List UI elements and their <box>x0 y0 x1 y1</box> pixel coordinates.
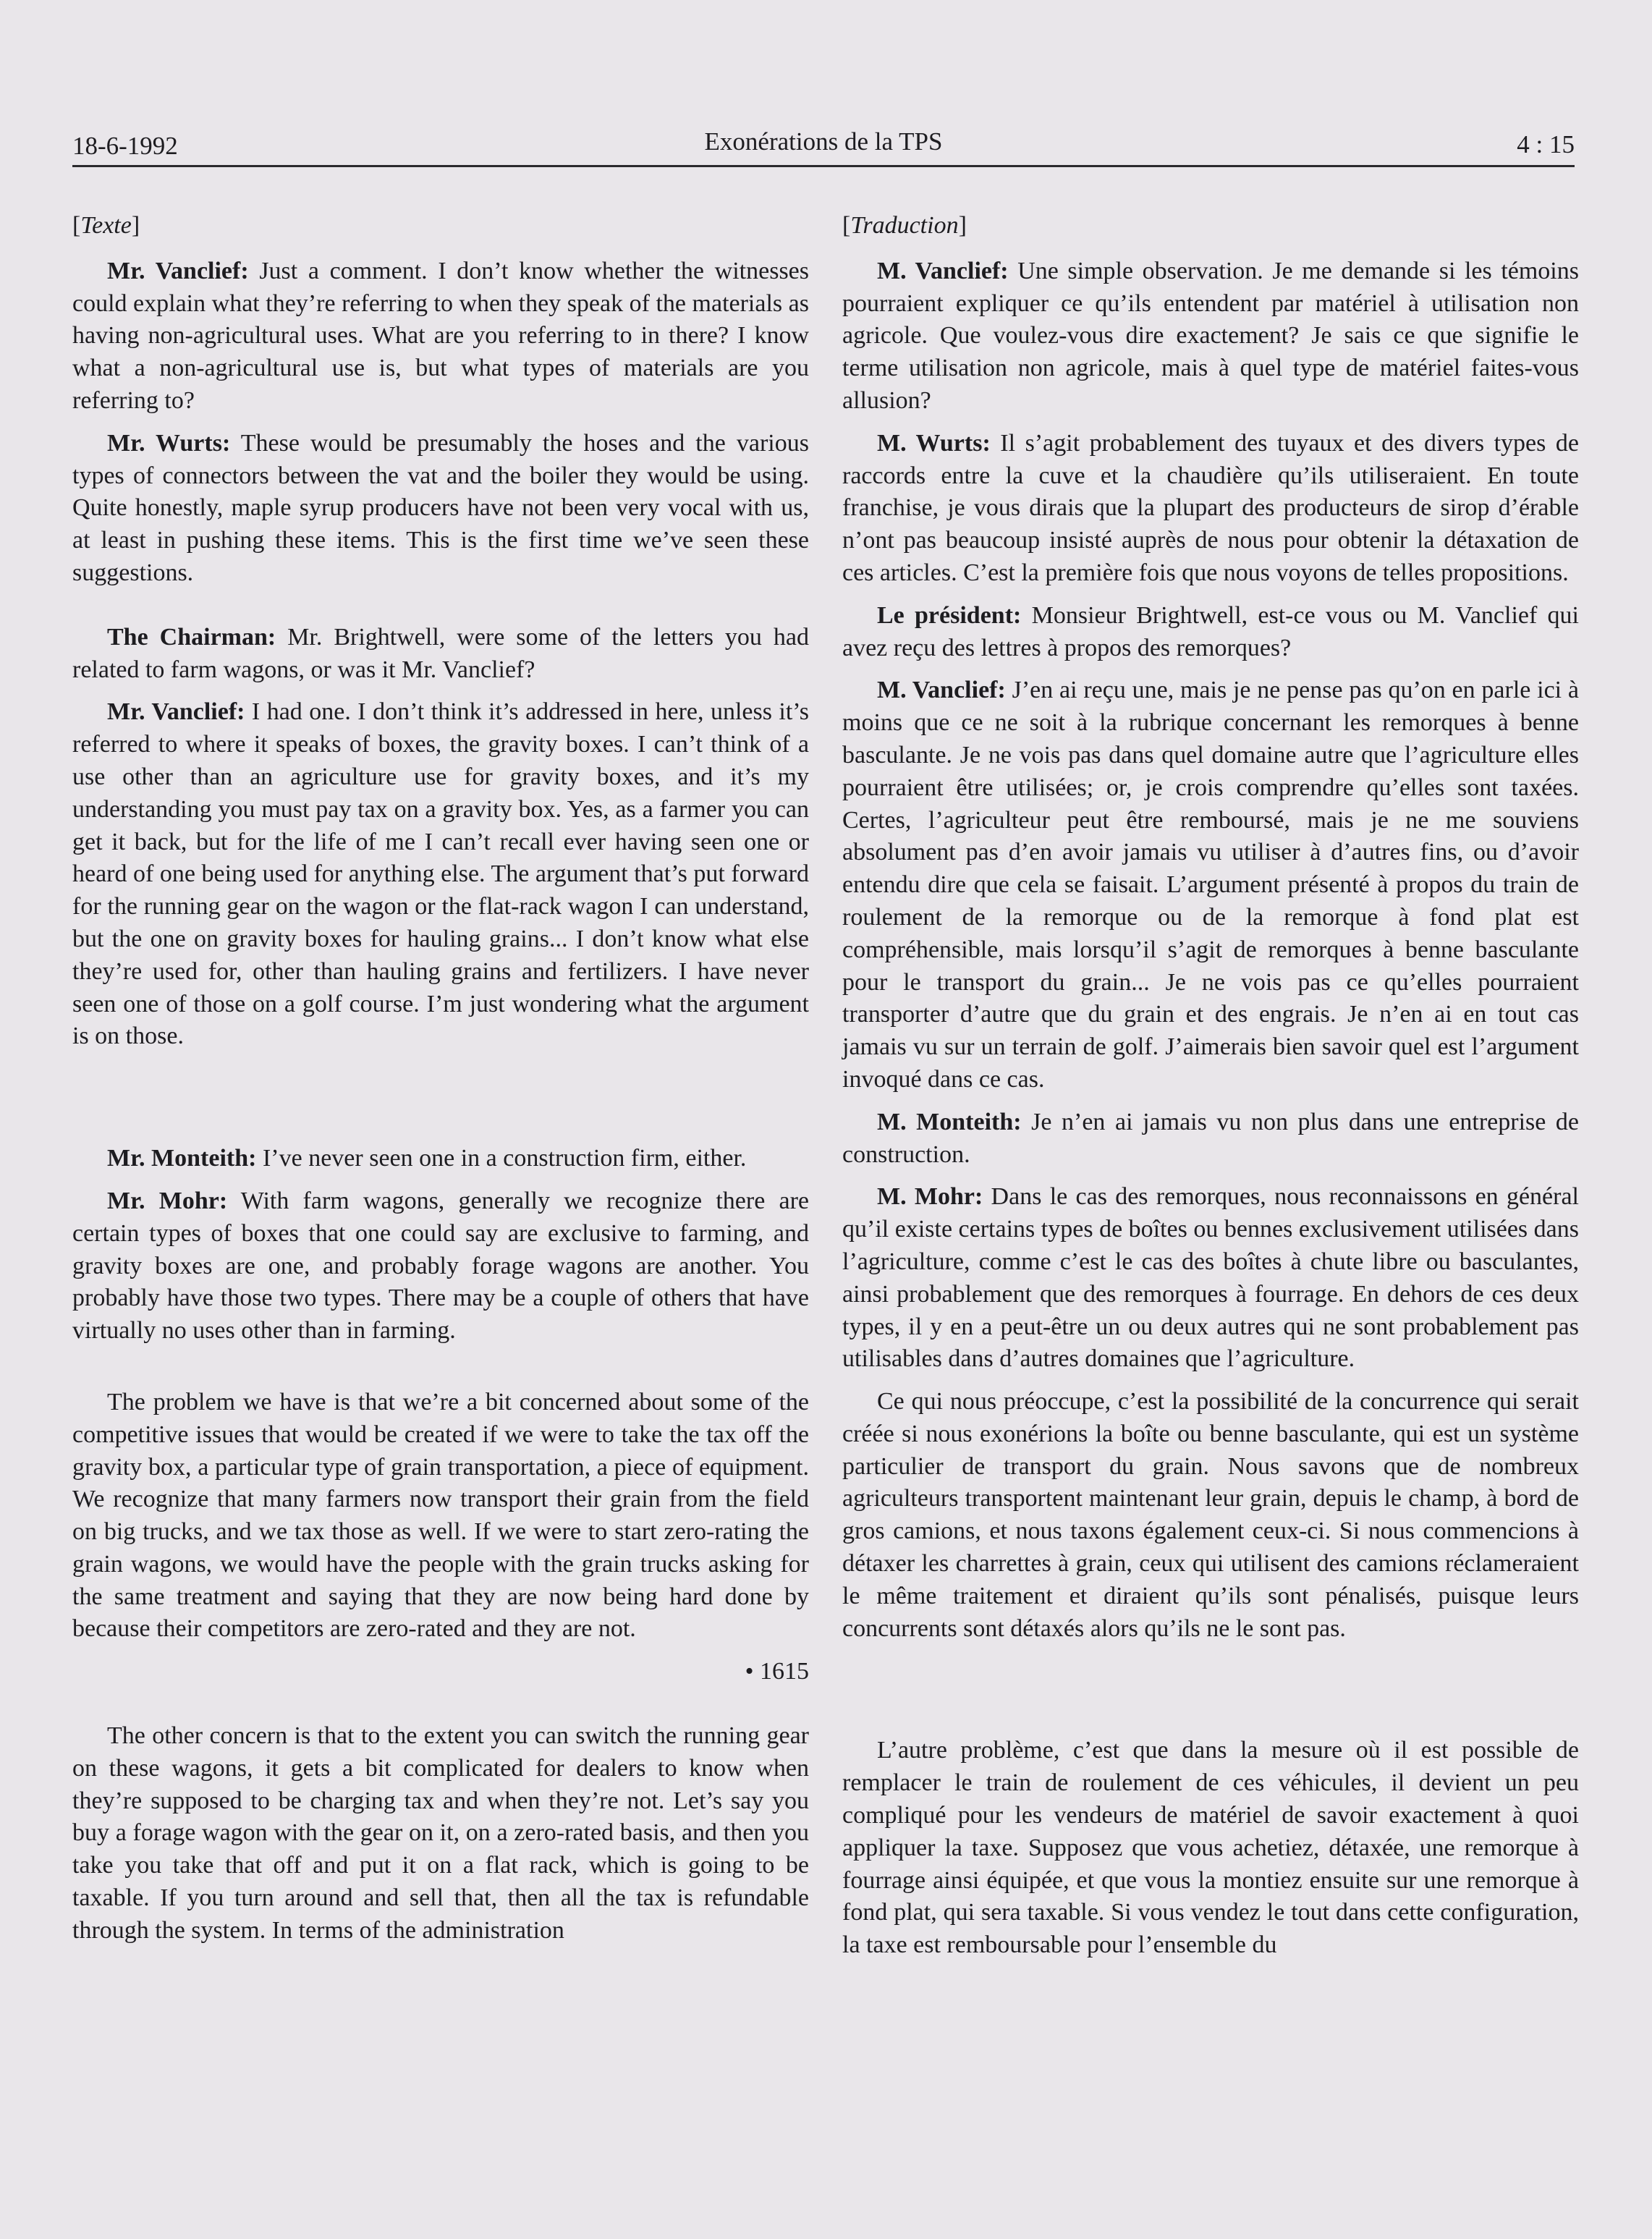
paragraph: The other concern is that to the extent you can switch the running gear on these wagons, it gets a bit complicated for dealers to know when they’re supposed to be charging tax and when they’re not. Let’s say you buy a forage wagon with the gear on it, on a zero-rated basis, and then you take you take that off and put it on a flat rack, which is going to be taxable. If you turn around and sell that, then all the tax is refundable through the system. In terms of the administration <box>72 1722 809 1944</box>
paragraph <box>72 255 809 418</box>
speaker-name: M. Monteith: <box>877 1108 1022 1135</box>
speaker-name: Mr. Vanclief: <box>107 698 245 726</box>
paragraph-text: Monsieur Brightwell, est-ce vous ou M. Vanclief qui avez reçu des lettres à propos des remorques? <box>842 601 1580 661</box>
paragraph-text: J’en ai reçu une, mais je ne pense pas qu’on en parle ici à moins que ce ne soit à la rubrique concernant les remorques à benne basculante. Je ne vois pas dans quel domaine autre que l’agriculture elles pourraient être utilisées; or, je crois comprendre qu’elles sont taxées. Certes, l’agriculteur peut être remboursé, mais je ne me souviens absolument pas d’en avoir jamais vu utiliser à d’autres fins, ou d’avoir entendu dire que cela se faisait. L’argument présenté à propos du train de roulement de la remorque ou de la remorque à fond plat est compréhensible, mais lorsqu’il s’agit de remorques à benne basculante pour le transport du grain... Je ne vois pas ce qu’elles pourraient transporter d’autre que du grain et des engrais. Je n’en ai en tout cas jamais vu sur un terrain de golf. J’aimerais bien savoir quel est l’argument invoqué dans ce cas. <box>842 677 1579 1093</box>
header-title: Exonérations de la TPS <box>704 127 943 156</box>
paragraph <box>842 1181 1579 1376</box>
speaker-name: Mr. Wurts: <box>107 429 231 457</box>
paragraph <box>72 428 809 590</box>
paragraph <box>842 600 1579 665</box>
paragraph-text: Il s’agit probablement des tuyaux et des divers types de raccords entre la cuve et la chaudière qu’ils utiliseraient. En toute franchise, je vous dirais que la plupart des producteurs de sirop d’érable n’ont pas beaucoup insisté auprès de nous pour obtenir la détaxation de ces articles. C’est la première fois que nous voyons de telles propositions. <box>842 429 1579 586</box>
paragraph: The problem we have is that we’re a bit concerned about some of the competitive issues that would be created if we were to take the tax off the gravity box, a particular type of grain transportation, a piece of equipment. We recognize that many farmers now transport their grain from the field on big trucks, and we tax those as well. If we were to start zero-rating the grain wagons, we would have the people with the grain trucks asking for the same treatment and saying that they are now being hard done by because their competitors are zero-rated and they are not. <box>72 1388 809 1643</box>
header-page-number: 4 : 15 <box>1517 130 1575 158</box>
paragraph <box>842 1106 1579 1172</box>
page-header <box>72 124 1575 167</box>
paragraph-text: Mr. Brightwell, were some of the letters you had related to farm wagons, or was it Mr. Vanclief? <box>72 623 809 683</box>
speaker-name: M. Mohr: <box>877 1183 983 1211</box>
paragraph <box>842 428 1579 590</box>
paragraph: Ce qui nous préoccupe, c’est la possibilité de la concurrence qui serait créée si nous exonérions la boîte ou benne basculante, qui est un système particulier de transport du grain. Nous savons que de nombreux agriculteurs transportent maintenant leur grain, depuis le champ, à bord de gros camions, et nous taxons également ceux-ci. Si nous commencions à détaxer les charrettes à grain, ceux qui utilisent des camions réclameraient le même traitement et diraient qu’ils sont pénalisés, puisque leurs concurrents sont détaxés alors qu’ils ne le sont pas. <box>842 1388 1579 1642</box>
paragraph: L’autre problème, c’est que dans la mesure où il est possible de remplacer le train de roulement de ces véhicules, il devient un peu compliqué pour les vendeurs de matériel de savoir exactement à quoi appliquer la taxe. Supposez que vous achetiez, détaxée, une remorque à fourrage ainsi équipée, et que vous la montiez ensuite sur une remorque à fond plat, qui sera taxable. Si vous vendez le tout dans cette configuration, la taxe est remboursable pour l’ensemble du <box>842 1737 1579 1959</box>
speaker-name: The Chairman: <box>107 623 276 651</box>
paragraph-text: I’ve never seen one in a construction firm, either. <box>256 1145 747 1172</box>
paragraph-text: I had one. I don’t think it’s addressed in here, unless it’s referred to where it speaks of boxes, the gravity boxes. I can’t think of a use other than an agriculture use for gravity boxes, and it’s my understanding you must pay tax on a gravity box. Yes, as a farmer you can get it back, but for the life of me I can’t recall ever having seen one or heard of one being used for anything else. The argument that’s put forward for the running gear on the wagon or the flat-rack wagon I can understand, but the one on gravity boxes for hauling grains... I don’t know what else they’re used for, other than hauling grains and fertilizers. I have never seen one of those on a golf course. I’m just wondering what the argument is on those. <box>72 698 809 1050</box>
paragraph <box>842 255 1579 418</box>
speaker-name: Le président: <box>877 601 1022 629</box>
paragraph <box>72 1185 809 1347</box>
speaker-name: Mr. Vanclief: <box>107 257 249 284</box>
paragraph-text: Une simple observation. Je me demande si les témoins pourraient expliquer ce qu’ils entendent par matériel à utilisation non agricole. Que voulez-vous dire exactement? Je sais ce que signifie le terme utilisation non agricole, mais à quel type de matériel faites-vous allusion? <box>842 257 1579 414</box>
speaker-name: Mr. Mohr: <box>107 1187 228 1214</box>
speaker-name: Mr. Monteith: <box>107 1145 257 1172</box>
paragraph <box>842 674 1579 1096</box>
paragraph-text: Just a comment. I don’t know whether the witnesses could explain what they’re referring to when they speak of the materials as having non-agricultural uses. What are you referring to in there? I know what a non-agricultural use is, but what types of materials are you referring to? <box>72 257 809 414</box>
paragraph-text: Je n’en ai jamais vu non plus dans une entreprise de construction. <box>842 1108 1579 1168</box>
paragraph-text: Dans le cas des remorques, nous reconnaissons en général qu’il existe certains types de boîtes ou bennes exclusivement utilisées dans l’agriculture, comme c’est le cas des boîtes à chute libre ou basculantes, ainsi probablement que des remorques à fourrage. En dehors de ces deux types, il y en a peut-être un ou deux autres qui ne sont probablement pas utilisables dans d’autres domaines que l’agriculture. <box>842 1183 1579 1373</box>
paragraph <box>72 1143 809 1175</box>
paragraph <box>72 696 809 1053</box>
section-tag-traduction: [Traduction] <box>842 212 967 239</box>
speaker-name: M. Vanclief: <box>877 677 1006 704</box>
paragraph-text: These would be presumably the hoses and the various types of connectors between the vat and the boiler they would be using. Quite honestly, maple syrup producers have not been very vocal with us, at least in pushing these items. This is the first time we’ve seen these suggestions. <box>72 429 809 586</box>
english-column <box>72 210 809 1957</box>
speaker-name: M. Wurts: <box>877 429 991 457</box>
header-date: 18-6-1992 <box>72 132 178 160</box>
french-column <box>842 210 1579 1972</box>
paragraph <box>72 622 809 687</box>
speaker-name: M. Vanclief: <box>877 257 1009 284</box>
section-tag-texte: [Texte] <box>72 212 140 239</box>
timestamp: • 1615 <box>745 1658 809 1685</box>
paragraph-text: With farm wagons, generally we recognize there are certain types of boxes that one could say are exclusive to farming, and gravity boxes are one, and probably forage wagons are another. You probably have those two types. There may be a couple of others that have virtually no uses other than in farming. <box>72 1187 809 1345</box>
